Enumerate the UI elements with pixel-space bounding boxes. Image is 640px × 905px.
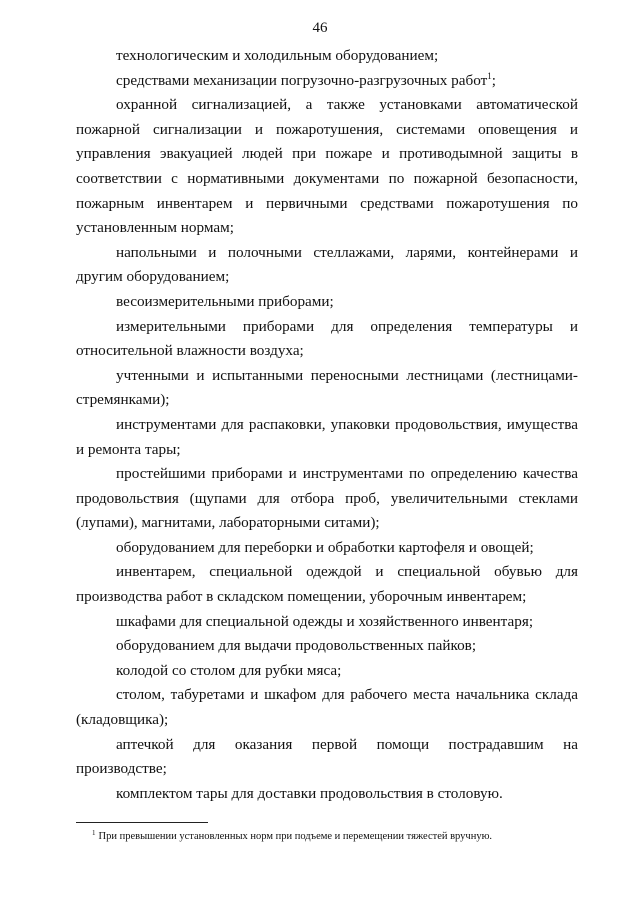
paragraph-text: оборудованием для переборки и обработки картофеля и овощей; [116, 538, 534, 556]
footnote-text: При превышении установленных норм при подъеме и перемещении тяжестей вручную. [98, 831, 493, 842]
paragraph [76, 93, 578, 241]
paragraph-text: измерительными приборами для определения температуры и относительной влажности воздуха; [76, 317, 578, 360]
paragraph-text: колодой со столом для рубки мяса; [116, 661, 342, 679]
paragraph [76, 634, 578, 659]
paragraph [76, 659, 578, 684]
paragraph-text: аптечкой для оказания первой помощи пострадавшим на производстве; [76, 735, 578, 778]
paragraph [76, 44, 578, 69]
paragraph-text: учтенными и испытанными переносными лестницами (лестницами-стремянками); [76, 366, 578, 409]
paragraph-text: напольными и полочными стеллажами, ларями, контейнерами и другим оборудованием; [76, 243, 578, 286]
paragraph-text: технологическим и холодильным оборудованием; [116, 47, 439, 64]
footnote-divider [76, 822, 208, 823]
paragraph [76, 290, 578, 315]
paragraph-text: инвентарем, специальной одеждой и специальной обувью для производства работ в складском помещении, уборочным инвентарем; [76, 563, 578, 606]
footnote [76, 830, 578, 844]
paragraph [76, 610, 578, 635]
paragraph [76, 733, 578, 782]
footnote-mark: 1 [92, 828, 96, 837]
paragraph [76, 683, 578, 732]
paragraph [76, 462, 578, 536]
paragraph [76, 315, 578, 364]
body-text [76, 44, 578, 806]
paragraph-text: инструментами для распаковки, упаковки продовольствия, имущества и ремонта тары; [76, 415, 578, 458]
paragraph [76, 536, 578, 561]
paragraph-text: комплектом тары для доставки продовольствия в столовую. [116, 784, 503, 802]
paragraph-text: средствами механизации погрузочно-разгрузочных работ [116, 71, 488, 89]
paragraph-text: шкафами для специальной одежды и хозяйственного инвентаря; [116, 612, 534, 630]
paragraph-text: столом, табуретами и шкафом для рабочего места начальника склада (кладовщика); [76, 686, 578, 729]
paragraph [76, 413, 578, 462]
footnote-reference: 1 [487, 70, 492, 81]
paragraph-text: оборудованием для выдачи продовольственных пайков; [116, 637, 477, 655]
paragraph [76, 69, 578, 94]
paragraph [76, 560, 578, 609]
paragraph [76, 241, 578, 290]
paragraph-text: весоизмерительными приборами; [116, 292, 334, 310]
page-number: 46 [312, 20, 328, 36]
paragraph [76, 364, 578, 413]
paragraph [76, 782, 578, 807]
paragraph-text: простейшими приборами и инструментами по определению качества продовольствия (щупами для отбора проб, увеличительными стеклами (лупами), магнитами, лабораторными ситами); [76, 465, 578, 532]
paragraph-suffix: ; [491, 71, 497, 89]
paragraph-text: охранной сигнализацией, а также установками автоматической пожарной сигнализации и пожаротушения, системами оповещения и управления эвакуацией людей при пожаре и противодымной защиты в соответствии с нормативными документами по пожарной безопасности, пожарным инвентарем и первичными средствами пожаротушения по установленным нормам; [76, 96, 578, 237]
